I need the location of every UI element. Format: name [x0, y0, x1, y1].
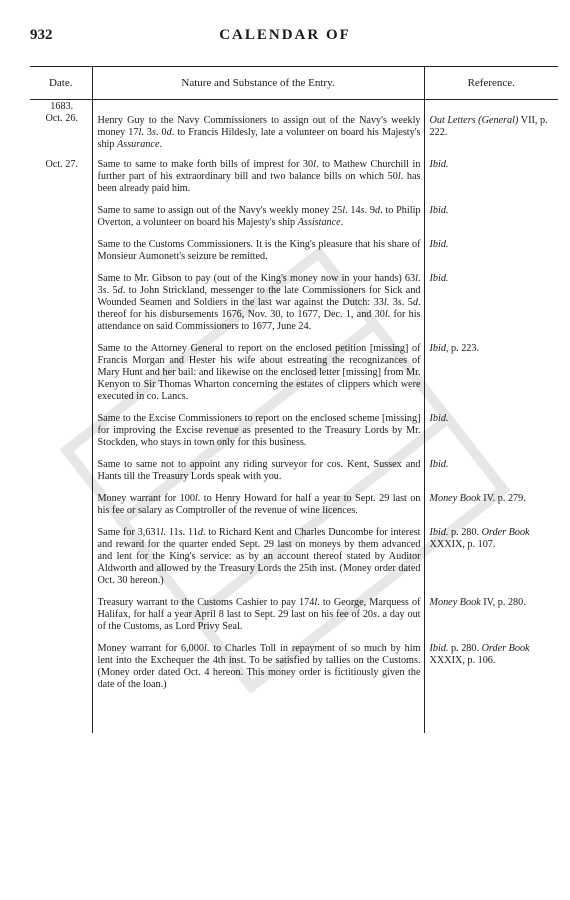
- entry-text: Same to same to assign out of the Navy's weekly money 25l. 14s. 9d. to Philip Overton, a volunteer on board his Majesty's ship Assistance.: [92, 195, 424, 229]
- entry-reference: Ibid. p. 280. Order Book XXXIX, p. 106.: [424, 633, 558, 733]
- entry-row: [30, 633, 558, 733]
- entry-row: [30, 449, 558, 483]
- calendar-table: [30, 66, 558, 733]
- entry-reference: Money Book IV, p. 280.: [424, 587, 558, 633]
- entry-row: [30, 263, 558, 333]
- entry-text: Same to the Attorney General to report on the enclosed petition [missing] of Francis Morgan and Hester his wife about estreating the recognizances of Mary Hunt and her bail: and likewise on the enclosed letter [missing] from Mr. Kenyon to Sir Thomas Wharton concerning the estates of clippers which were executed in co. Lancs.: [92, 333, 424, 403]
- entry-year: 1683.: [50, 101, 74, 112]
- entry-text: Same to the Excise Commissioners to report on the enclosed scheme [missing] for improving the Excise revenue as presented to the Treasury Lords by Mr. Stockden, who stays in town only for this business.: [92, 403, 424, 449]
- entry-row: [30, 151, 558, 195]
- entry-date: [30, 151, 92, 195]
- entry-date: [30, 517, 92, 587]
- entry-date: [30, 403, 92, 449]
- entry-reference: Out Letters (General) VII, p. 222.: [424, 100, 558, 152]
- date-column-header: Date.: [30, 67, 92, 100]
- entry-date: [30, 195, 92, 229]
- entry-text: Same to Mr. Gibson to pay (out of the King's money now in your hands) 63l. 3s. 5d. to John Strickland, messenger to the late Commissioners for Sick and Wounded Seamen and Soldiers in the last war against the Dutch: 33l. 3s. 5d. thereof for his disbursements 1676, Nov. 30, to 1677, Dec. 1, and 30l. for his attendance on said Commissioners to 1677, June 24.: [92, 263, 424, 333]
- entry-text: Money warrant for 6,000l. to Charles Toll in repayment of so much by him lent into the Exchequer the 4th inst. To be satisfied by tallies on the Customs. (Money order dated Oct. 4 hereon. This money order is fictitiously given the date of the loan.): [92, 633, 424, 733]
- entry-day: Oct. 26.: [45, 113, 79, 124]
- entry-date: [30, 333, 92, 403]
- substance-column-header: Nature and Substance of the Entry.: [92, 67, 424, 100]
- entry-reference: Ibid, p. 223.: [424, 333, 558, 403]
- entry-reference: Ibid.: [424, 195, 558, 229]
- entry-text: Same to same to make forth bills of imprest for 30l. to Mathew Churchill in further part of his extraordinary bill and two balance bills on which 50l. has been already paid him.: [92, 151, 424, 195]
- entry-reference: Ibid. p. 280. Order Book XXXIX, p. 107.: [424, 517, 558, 587]
- entry-date: [30, 449, 92, 483]
- entry-day: Oct. 27.: [45, 159, 79, 170]
- entries-body: [30, 100, 558, 734]
- entry-text: Same to the Customs Commissioners. It is the King's pleasure that his share of Monsieur Aumonett's seizure be remitted.: [92, 229, 424, 263]
- entry-text: Treasury warrant to the Customs Cashier to pay 174l. to George, Marquess of Halifax, for half a year April 8 last to Sept. 29 last on his fee of 20s. a day out of the Customs, as Lord Privy Seal.: [92, 587, 424, 633]
- entry-text: Same to same not to appoint any riding surveyor for cos. Kent, Sussex and Hants till the Treasury Lords speak with you.: [92, 449, 424, 483]
- entry-row: [30, 403, 558, 449]
- entry-text: Same for 3,631l. 11s. 11d. to Richard Kent and Charles Duncombe for interest and reward for the quarter ended Sept. 29 last on moneys by them advanced and lent for the King's service: as by an account thereof stated by Auditor Aldworth and allowed by the Treasury Lords the 25th inst. (Money order dated Oct. 30 hereon.): [92, 517, 424, 587]
- entry-text: Money warrant for 100l. to Henry Howard for half a year to Sept. 29 last on his fee or salary as Comptroller of the revenue of wine licences.: [92, 483, 424, 517]
- entry-date: [30, 263, 92, 333]
- entry-row: [30, 195, 558, 229]
- entry-date: [30, 100, 92, 152]
- entry-row: [30, 517, 558, 587]
- entry-text: Henry Guy to the Navy Commissioners to assign out of the Navy's weekly money 17l. 3s. 0d. to Francis Hildesly, late a volunteer on board his Majesty's ship Assurance.: [92, 100, 424, 152]
- entry-reference: Ibid.: [424, 403, 558, 449]
- entry-date: [30, 229, 92, 263]
- entry-reference: Ibid.: [424, 449, 558, 483]
- table-header-row: [30, 67, 558, 100]
- entry-reference: Money Book IV. p. 279.: [424, 483, 558, 517]
- entry-row: [30, 483, 558, 517]
- entry-row: [30, 229, 558, 263]
- entry-date: [30, 483, 92, 517]
- page-number: 932: [30, 27, 53, 43]
- entry-row: [30, 333, 558, 403]
- entry-reference: Ibid.: [424, 151, 558, 195]
- entry-row: [30, 100, 558, 152]
- entry-reference: Ibid.: [424, 263, 558, 333]
- running-title: CALENDAR OF: [219, 27, 351, 43]
- entry-row: [30, 587, 558, 633]
- entry-date: [30, 633, 92, 733]
- entry-reference: Ibid.: [424, 229, 558, 263]
- entry-date: [30, 587, 92, 633]
- reference-column-header: Reference.: [424, 67, 558, 100]
